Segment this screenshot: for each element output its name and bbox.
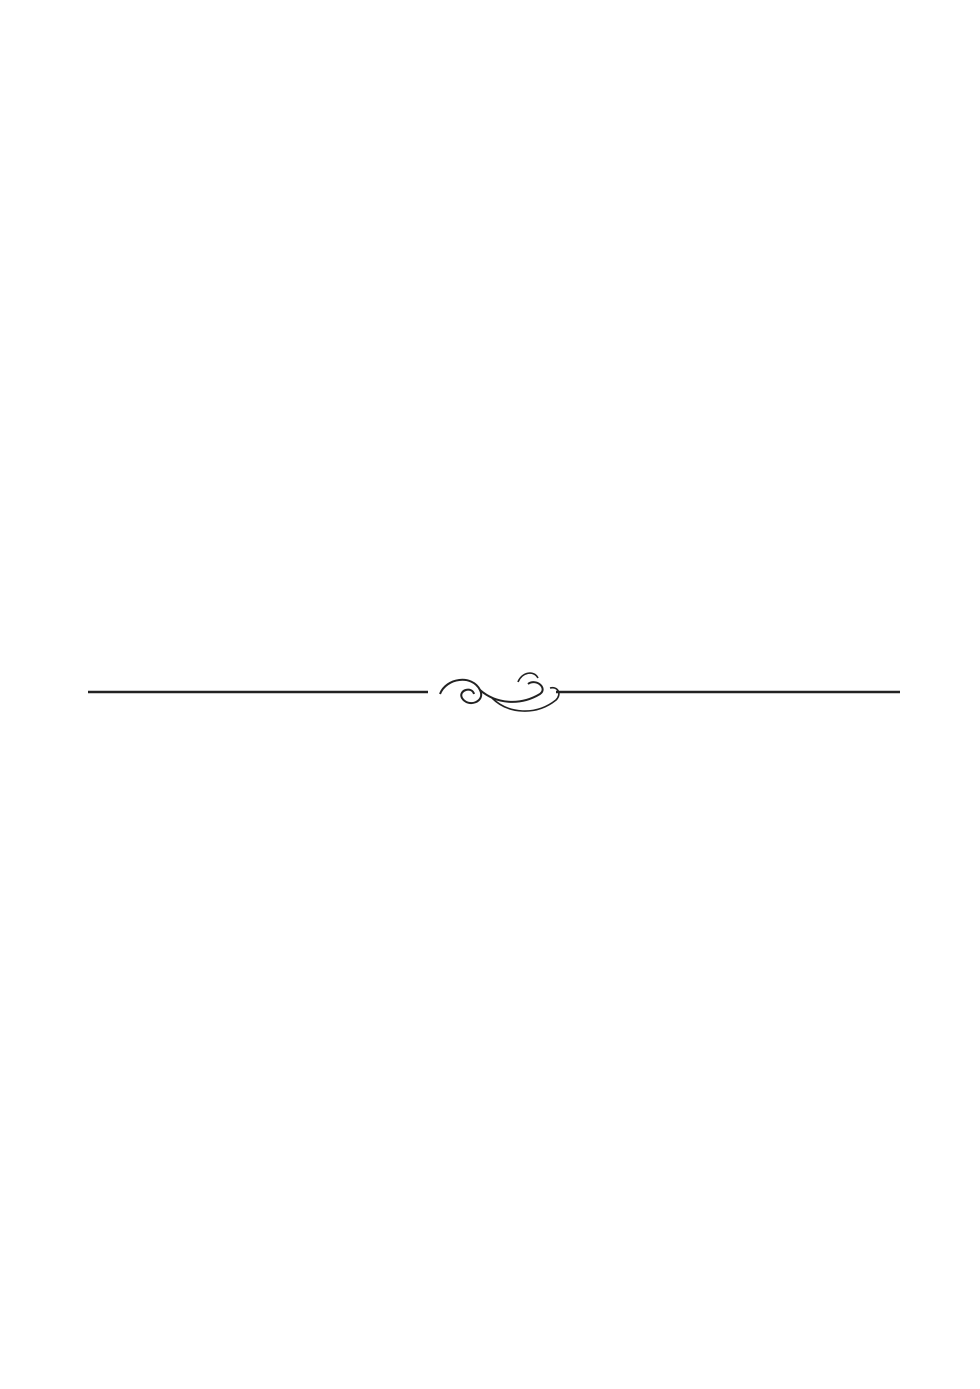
bottom-text-block: [70, 752, 920, 1332]
ornamental-divider: [88, 664, 900, 724]
flourish-divider-icon: [88, 664, 900, 724]
top-text-block: [70, 82, 920, 662]
